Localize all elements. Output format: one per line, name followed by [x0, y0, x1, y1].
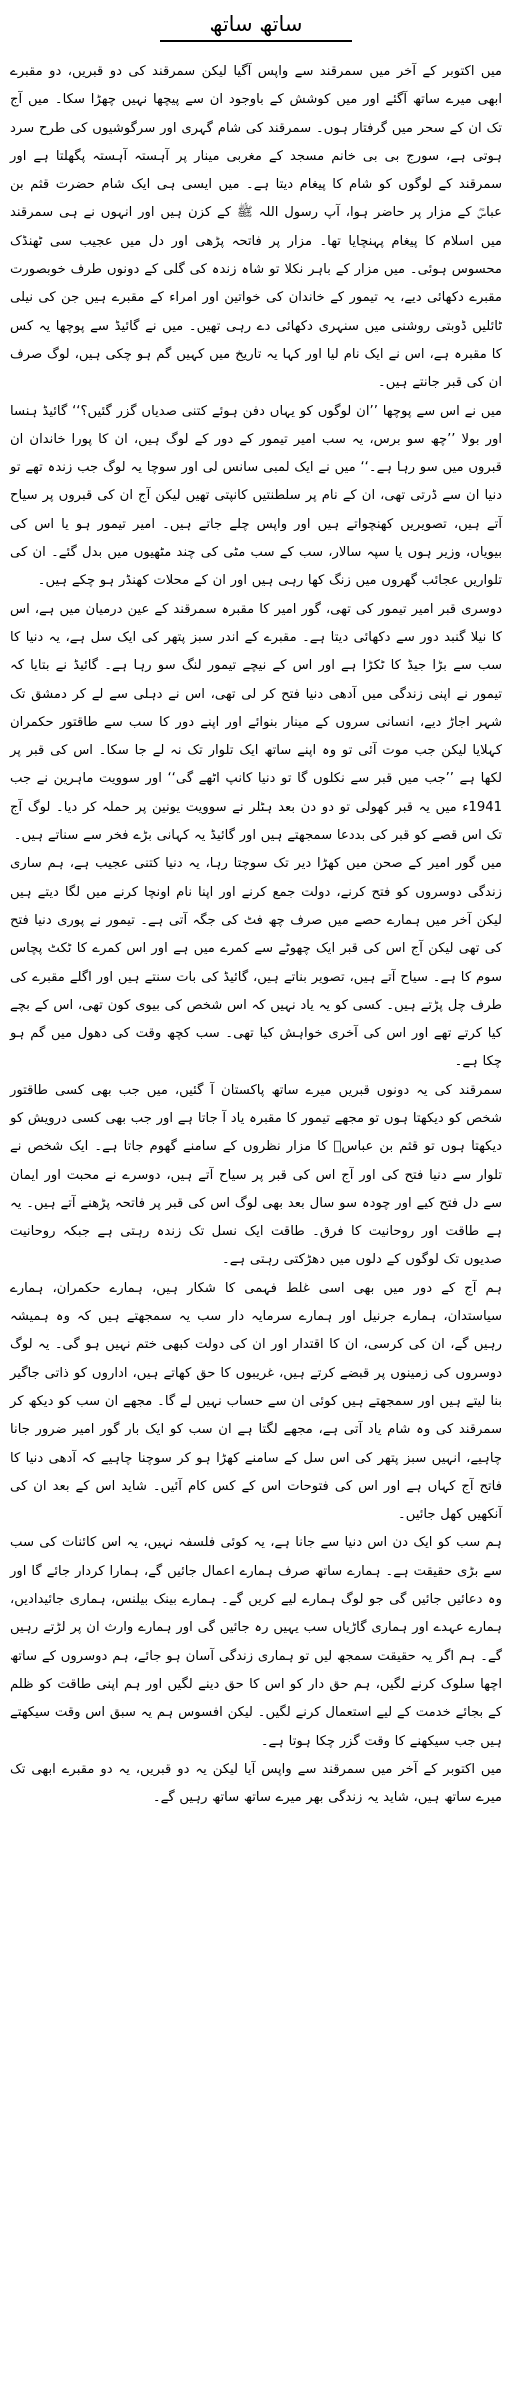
- paragraph: میں اکتوبر کے آخر میں سمرقند سے واپس آگیا لیکن سمرقند کی دو قبریں، دو مقبرے ابھی میرے ساتھ آگئے اور میں کوشش کے باوجود ان سے پیچھا نہیں چھڑا سکا۔ میں آج تک ان کے سحر میں گرفتار ہوں۔ سمرقند کی شام گہری اور سرگوشیوں کی طرح سرد ہوتی ہے، سورج بی بی خانم مسجد کے مغربی مینار پر آہستہ آہستہ پگھلتا ہے اور سمرقند کے لوگوں کو شام کا پیغام دیتا ہے۔ میں ایسی ہی ایک شام حضرت قثم بن عباسؓ کے مزار پر حاضر ہوا، آپ رسول اللہ ﷺ کے کزن ہیں اور انہوں نے ہی سمرقند میں اسلام کا پیغام پہنچایا تھا۔ مزار پر فاتحہ پڑھی اور دل میں عجیب سی ٹھنڈک محسوس ہوئی۔ میں مزار کے باہر نکلا تو شاہ زندہ کی گلی کے دونوں طرف خوبصورت مقبرے دکھائی دیے، یہ تیمور کے خاندان کی خواتین اور امراء کے مقبرے ہیں جن کی نیلی ٹائلیں ڈوبتی روشنی میں سنہری دکھائی دے رہی تھیں۔ میں نے گائیڈ سے پوچھا یہ کس کا مقبرہ ہے، اس نے ایک نام لیا اور کہا یہ تاریخ میں کہیں گم ہو چکی ہیں، لوگ صرف ان کی قبر جانتے ہیں۔: [10, 64, 502, 391]
- paragraph: ہم سب کو ایک دن اس دنیا سے جانا ہے، یہ کوئی فلسفہ نہیں، یہ اس کائنات کی سب سے بڑی حقیقت ہے۔ ہمارے ساتھ صرف ہمارے اعمال جائیں گے، ہمارا کردار جائے گا اور وہ دعائیں جائیں گی جو لوگ ہمارے لیے کریں گے۔ ہمارے بینک بیلنس، ہماری جائیدادیں، ہمارے عہدے اور ہماری گاڑیاں سب یہیں رہ جائیں گی اور ہمارے وارث ان پر لڑتے رہیں گے۔ ہم اگر یہ حقیقت سمجھ لیں تو ہماری زندگی آسان ہو جائے، ہم دوسروں کے ساتھ اچھا سلوک کرنے لگیں، ہم حق دار کو اس کا حق دینے لگیں اور ہم اپنی طاقت کو ظلم کے بجائے خدمت کے لیے استعمال کرنے لگیں۔ لیکن افسوس ہم یہ سبق اس وقت سیکھتے ہیں جب سیکھنے کا وقت گزر چکا ہوتا ہے۔: [10, 1535, 502, 1749]
- title-block: [10, 10, 502, 42]
- paragraph: دوسری قبر امیر تیمور کی تھی، گور امیر کا مقبرہ سمرقند کے عین درمیان میں ہے، اس کا نیلا گنبد دور سے دکھائی دیتا ہے۔ مقبرے کے اندر سبز پتھر کی ایک سل ہے، یہ دنیا کا سب سے بڑا جیڈ کا ٹکڑا ہے اور اس کے نیچے تیمور لنگ سو رہا ہے۔ گائیڈ نے بتایا کہ تیمور نے اپنی زندگی میں آدھی دنیا فتح کر لی تھی، اس نے دہلی سے لے کر دمشق تک شہر اجاڑ دیے، انسانی سروں کے مینار بنوائے اور اپنے دور کا سب سے طاقتور حکمران کہلایا لیکن جب موت آئی تو وہ اپنے ساتھ ایک تلوار تک نہ لے جا سکا۔ اس کی قبر پر لکھا ہے ’’جب میں قبر سے نکلوں گا تو دنیا کانپ اٹھے گی‘‘ اور سوویت ماہرین نے جب 1941ء میں یہ قبر کھولی تو دو دن بعد ہٹلر نے سوویت یونین پر حملہ کر دیا۔ لوگ آج تک اس قصے کو قبر کی بددعا سمجھتے ہیں اور گائیڈ یہ کہانی بڑے فخر سے سناتے ہیں۔: [10, 601, 502, 844]
- column-title: ساتھ ساتھ: [160, 10, 353, 42]
- paragraph: میں گور امیر کے صحن میں کھڑا دیر تک سوچتا رہا، یہ دنیا کتنی عجیب ہے، ہم ساری زندگی دوسروں کو فتح کرنے، دولت جمع کرنے اور اپنا نام اونچا کرنے میں لگا دیتے ہیں لیکن آخر میں ہمارے حصے میں صرف چھ فٹ کی جگہ آتی ہے۔ تیمور نے پوری دنیا فتح کی تھی لیکن آج اس کی قبر ایک چھوٹے سے کمرے میں ہے اور اس کمرے کا ٹکٹ پچاس سوم کا ہے۔ سیاح آتے ہیں، تصویر بناتے ہیں، گائیڈ کی بات سنتے ہیں اور اگلے مقبرے کی طرف چل پڑتے ہیں۔ کسی کو یہ یاد نہیں کہ اس شخص کی بیوی کون تھی، اس کے بچے کیا کرتے تھے اور اس کی آخری خواہش کیا تھی۔ سب کچھ وقت کی دھول میں گم ہو چکا ہے۔: [10, 856, 502, 1070]
- paragraph: میں نے اس سے پوچھا ’’ان لوگوں کو یہاں دفن ہوئے کتنی صدیاں گزر گئیں؟‘‘ گائیڈ ہنسا اور بولا ’’چھ سو برس، یہ سب امیر تیمور کے دور کے لوگ ہیں، ان کا پورا خاندان ان قبروں میں سو رہا ہے۔‘‘ میں نے ایک لمبی سانس لی اور سوچا یہ لوگ جب زندہ تھے تو دنیا ان سے ڈرتی تھی، ان کے نام پر سلطنتیں کانپتی تھیں لیکن آج ان کی قبروں پر سیاح آتے ہیں، تصویریں کھنچواتے ہیں اور واپس چلے جاتے ہیں۔ امیر تیمور ہو یا اس کی بیویاں، وزیر ہوں یا سپہ سالار، سب کے سب مٹی کی چند مٹھیوں میں بدل گئے۔ ان کی تلواریں عجائب گھروں میں زنگ کھا رہی ہیں اور ان کے محلات کھنڈر ہو چکے ہیں۔: [10, 403, 502, 589]
- paragraph: ہم آج کے دور میں بھی اسی غلط فہمی کا شکار ہیں، ہمارے حکمران، ہمارے سیاستدان، ہمارے جرنیل اور ہمارے سرمایہ دار سب یہ سمجھتے ہیں کہ وہ ہمیشہ رہیں گے، ان کی کرسی، ان کا اقتدار اور ان کی دولت کبھی ختم نہیں ہو گی۔ یہ لوگ دوسروں کی زمینوں پر قبضے کرتے ہیں، غریبوں کا حق کھاتے ہیں، اداروں کو ذاتی جاگیر بنا لیتے ہیں اور سمجھتے ہیں کوئی ان سے حساب نہیں لے گا۔ مجھے ان سب کو دیکھ کر سمرقند کی وہ شام یاد آتی ہے، مجھے لگتا ہے ان سب کو ایک بار گور امیر ضرور جانا چاہیے، انہیں سبز پتھر کی اس سل کے سامنے کھڑا ہو کر سوچنا چاہیے کہ آدھی دنیا کا فاتح آج کہاں ہے اور اس کی فتوحات اس کے کس کام آئیں۔ شاید اس کے بعد ان کی آنکھیں کھل جائیں۔: [10, 1280, 502, 1523]
- column-body: [10, 58, 502, 1812]
- paragraph: میں اکتوبر کے آخر میں سمرقند سے واپس آیا لیکن یہ دو قبریں، یہ دو مقبرے ابھی تک میرے ساتھ ہیں، شاید یہ زندگی بھر میرے ساتھ ساتھ رہیں گے۔: [10, 1761, 502, 1806]
- paragraph: سمرقند کی یہ دونوں قبریں میرے ساتھ پاکستان آ گئیں، میں جب بھی کسی طاقتور شخص کو دیکھتا ہوں تو مجھے تیمور کا مقبرہ یاد آ جاتا ہے اور جب بھی کسی درویش کو دیکھتا ہوں تو قثم بن عباسؓ کا مزار نظروں کے سامنے گھوم جاتا ہے۔ ایک شخص نے تلوار سے دنیا فتح کی اور آج اس کی قبر پر سیاح آتے ہیں، دوسرے نے محبت اور ایمان سے دل فتح کیے اور چودہ سو سال بعد بھی لوگ اس کی قبر پر فاتحہ پڑھنے آتے ہیں۔ یہ ہے طاقت اور روحانیت کا فرق۔ طاقت ایک نسل تک زندہ رہتی ہے جبکہ روحانیت صدیوں تک لوگوں کے دلوں میں دھڑکتی رہتی ہے۔: [10, 1082, 502, 1268]
